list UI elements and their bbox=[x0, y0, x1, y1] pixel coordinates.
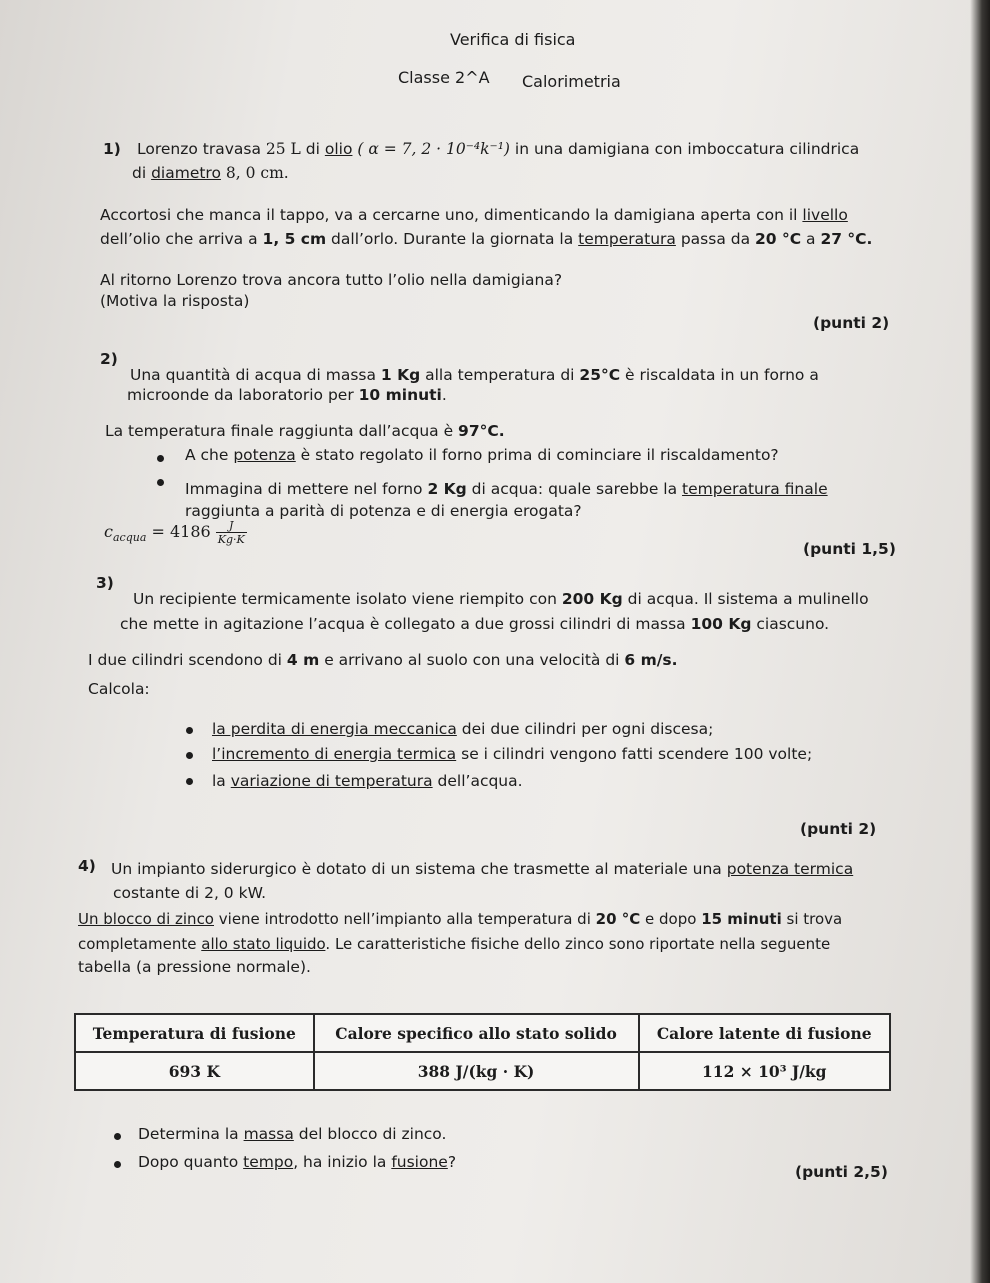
bullet-icon bbox=[186, 727, 193, 734]
table-cell: 388 J/(kg · K) bbox=[314, 1052, 639, 1090]
q1-line2: di diametro 8, 0 cm. bbox=[132, 164, 289, 182]
table-header-cell: Calore latente di fusione bbox=[639, 1014, 891, 1052]
table-cell: 112 × 10³ J/kg bbox=[639, 1052, 891, 1090]
bullet-icon bbox=[114, 1161, 121, 1168]
q1-p2-line1: Accortosi che manca il tappo, va a cercarne uno, dimenticando la damigiana aperta con il livello bbox=[100, 206, 848, 224]
q2-number: 2) bbox=[100, 350, 118, 368]
q2-bullet2: Immagina di mettere nel forno 2 Kg di acqua: quale sarebbe la temperatura finale bbox=[185, 480, 828, 498]
q3-bullet2: l’incremento di energia termica se i cilindri vengono fatti scendere 100 volte; bbox=[212, 745, 813, 763]
table-header-cell: Temperatura di fusione bbox=[75, 1014, 314, 1052]
q1-p2-line2: dell’olio che arriva a 1, 5 cm dall’orlo. Durante la giornata la temperatura passa da 20 °C a 27 °C. bbox=[100, 230, 873, 248]
doc-title: Verifica di fisica bbox=[450, 30, 576, 49]
q1-points: (punti 2) bbox=[813, 314, 890, 332]
page-edge-shadow bbox=[970, 0, 990, 1283]
q3-number: 3) bbox=[96, 574, 114, 592]
table-header-row bbox=[75, 1014, 890, 1052]
q2-bullet1: A che potenza è stato regolato il forno prima di cominciare il riscaldamento? bbox=[185, 446, 779, 464]
q4-line5: tabella (a pressione normale). bbox=[78, 958, 311, 976]
q3-points: (punti 2) bbox=[800, 820, 877, 838]
q2-line2: microonde da laboratorio per 10 minuti. bbox=[127, 386, 447, 404]
q4-line4: completamente allo stato liquido. Le caratteristiche fisiche dello zinco sono riportate nella seguente bbox=[78, 935, 831, 953]
q3-bullet3: la variazione di temperatura dell’acqua. bbox=[212, 772, 523, 790]
bullet-icon bbox=[186, 778, 193, 785]
q2-specific-heat: $c_{acqua} = 4186$ $\frac{J}{Kg\cdot K}$ bbox=[104, 519, 245, 546]
q3-line3: I due cilindri scendono di 4 m e arrivano al suolo con una velocità di 6 m/s. bbox=[88, 651, 678, 669]
q4-points: (punti 2,5) bbox=[795, 1163, 888, 1181]
q4-line1: Un impianto siderurgico è dotato di un sistema che trasmette al materiale una potenza termica bbox=[111, 860, 854, 878]
q2-final-temp: La temperatura finale raggiunta dall’acqua è 97°C. bbox=[105, 422, 505, 440]
table-cell: 693 K bbox=[75, 1052, 314, 1090]
zinc-properties-table bbox=[74, 1013, 891, 1091]
q3-calcola: Calcola: bbox=[88, 680, 150, 698]
q3-line2: che mette in agitazione l’acqua è collegato a due grossi cilindri di massa 100 Kg ciascuno. bbox=[120, 615, 830, 633]
q1-question: Al ritorno Lorenzo trova ancora tutto l’olio nella damigiana? bbox=[100, 271, 563, 289]
bullet-icon bbox=[186, 752, 193, 759]
table-header-cell: Calore specifico allo stato solido bbox=[314, 1014, 639, 1052]
q4-bullet1: Determina la massa del blocco di zinco. bbox=[138, 1125, 447, 1143]
q3-bullet1: la perdita di energia meccanica dei due cilindri per ogni discesa; bbox=[212, 720, 714, 738]
class-label: Classe 2^A bbox=[398, 68, 490, 87]
q1-motiva: (Motiva la risposta) bbox=[100, 292, 250, 310]
q4-line2: costante di 2, 0 kW. bbox=[113, 884, 267, 902]
q4-number: 4) bbox=[78, 857, 96, 875]
bullet-icon bbox=[114, 1133, 121, 1140]
topic-label: Calorimetria bbox=[522, 72, 621, 91]
bullet-icon bbox=[157, 455, 164, 462]
table-row bbox=[75, 1052, 890, 1090]
q4-bullet2: Dopo quanto tempo, ha inizio la fusione? bbox=[138, 1153, 457, 1171]
bullet-icon bbox=[157, 479, 164, 486]
q4-line3: Un blocco di zinco viene introdotto nell’impianto alla temperatura di 20 °C e dopo 15 minuti si trova bbox=[78, 910, 843, 928]
q1-line1: Lorenzo travasa 25 L di olio ( α = 7, 2 · 10⁻⁴k⁻¹) in una damigiana con imboccatura cilindrica bbox=[137, 140, 860, 158]
q2-line1: Una quantità di acqua di massa 1 Kg alla temperatura di 25°C è riscaldata in un forno a bbox=[130, 366, 819, 384]
q3-line1: Un recipiente termicamente isolato viene riempito con 200 Kg di acqua. Il sistema a mulinello bbox=[133, 590, 869, 608]
q1-number: 1) bbox=[103, 140, 121, 158]
q2-points: (punti 1,5) bbox=[803, 540, 896, 558]
q2-bullet2-line2: raggiunta a parità di potenza e di energia erogata? bbox=[185, 502, 582, 520]
